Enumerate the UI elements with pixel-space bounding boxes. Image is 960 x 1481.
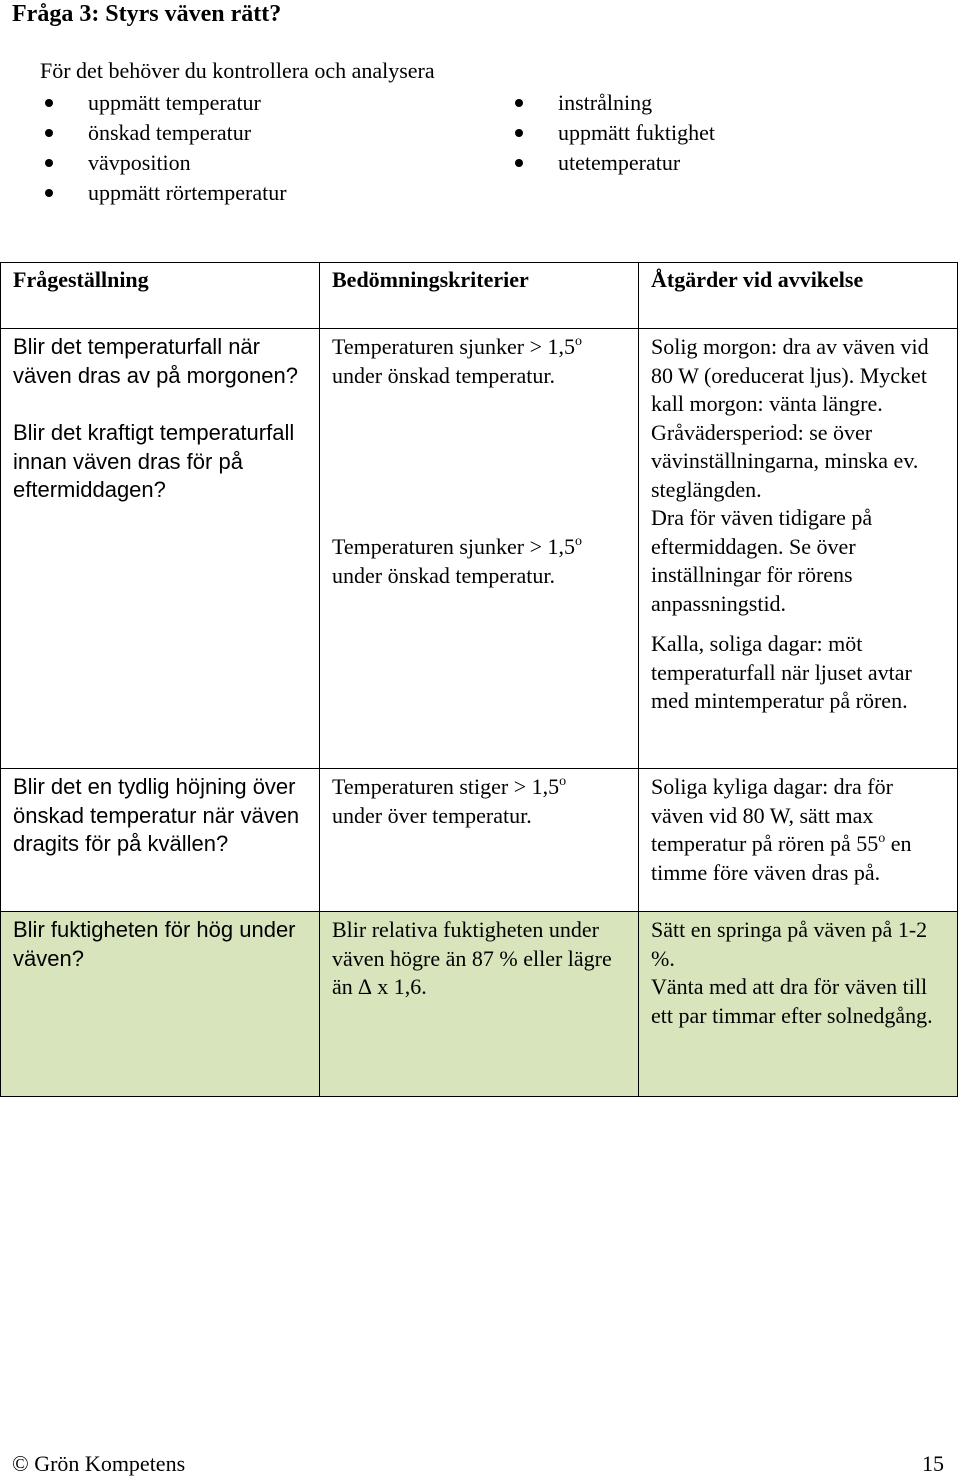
checklist-item: vävposition — [40, 148, 287, 178]
question-cell: Blir det en tydlig höjning över önskad temperatur när väven dragits för på kvällen? — [1, 769, 320, 912]
actions-cell — [639, 329, 958, 769]
question-text: Blir det temperaturfall när väven dras av på morgonen? — [13, 334, 298, 388]
checklist-item: önskad temperatur — [40, 118, 287, 148]
action-text: Sätt en springa på väven på 1-2 %. — [651, 917, 928, 971]
header-question: Frågeställning — [1, 263, 320, 329]
action-text: Dra för väven tidigare på eftermiddagen. Se över inställningar för rörens anpassningstid. — [651, 505, 873, 616]
header-criteria: Bedömningskriterier — [320, 263, 639, 329]
bullet-icon — [515, 159, 523, 167]
criteria-cell: Temperaturen stiger > $1,5^o$ under över temperatur. — [320, 769, 639, 912]
checklist-left — [40, 88, 287, 208]
question-cell — [1, 329, 320, 769]
question-text: Blir det kraftigt temperaturfall innan väven dras för på eftermiddagen? — [13, 420, 295, 502]
bullet-icon — [45, 159, 53, 167]
checklist-item: instrålning — [510, 88, 715, 118]
bullet-icon — [45, 129, 53, 137]
action-text: Solig morgon: dra av väven vid 80 W (oreducerat ljus). Mycket kall morgon: vänta längre. Gråvädersperiod: se över vävinställningarna, minska ev. steglängden. — [651, 334, 929, 502]
actions-cell: Soliga kyliga dagar: dra för väven vid 80 W, sätt max temperatur på rören på 55$^o$ en timme före väven dras på. — [639, 769, 958, 912]
action-text: Kalla, soliga dagar: möt temperaturfall när ljuset avtar med mintemperatur på rören. — [651, 631, 912, 713]
criteria-text: Temperaturen sjunker > $1,5^o$ under önskad temperatur. — [332, 334, 583, 388]
checklist-item: utetemperatur — [510, 148, 715, 178]
intro-text: För det behöver du kontrollera och analysera — [40, 58, 435, 83]
page-title: Fråga 3: Styrs väven rätt? — [12, 1, 282, 27]
actions-cell — [639, 912, 958, 1097]
checklist-item: uppmätt fuktighet — [510, 118, 715, 148]
criteria-text: Temperaturen sjunker > $1,5^o$ under önskad temperatur. — [332, 534, 583, 588]
checklist-item: uppmätt temperatur — [40, 88, 287, 118]
bullet-icon — [515, 99, 523, 107]
action-text: Vänta med att dra för väven till ett par timmar efter solnedgång. — [651, 974, 933, 1028]
table-row — [1, 329, 958, 769]
checklist-item: uppmätt rörtemperatur — [40, 178, 287, 208]
header-actions: Åtgärder vid avvikelse — [639, 263, 958, 329]
assessment-table — [0, 262, 958, 1097]
checklist-right — [510, 88, 715, 178]
page-number: 15 — [922, 1451, 944, 1476]
bullet-icon — [45, 189, 53, 197]
table-row — [1, 912, 958, 1097]
table-header-row — [1, 263, 958, 329]
bullet-icon — [515, 129, 523, 137]
table-row — [1, 769, 958, 912]
criteria-cell — [320, 329, 639, 769]
footer-copyright: © Grön Kompetens — [12, 1451, 186, 1476]
bullet-icon — [45, 99, 53, 107]
criteria-cell: Blir relativa fuktigheten under väven högre än 87 % eller lägre än ∆ x 1,6. — [320, 912, 639, 1097]
question-cell: Blir fuktigheten för hög under väven? — [1, 912, 320, 1097]
